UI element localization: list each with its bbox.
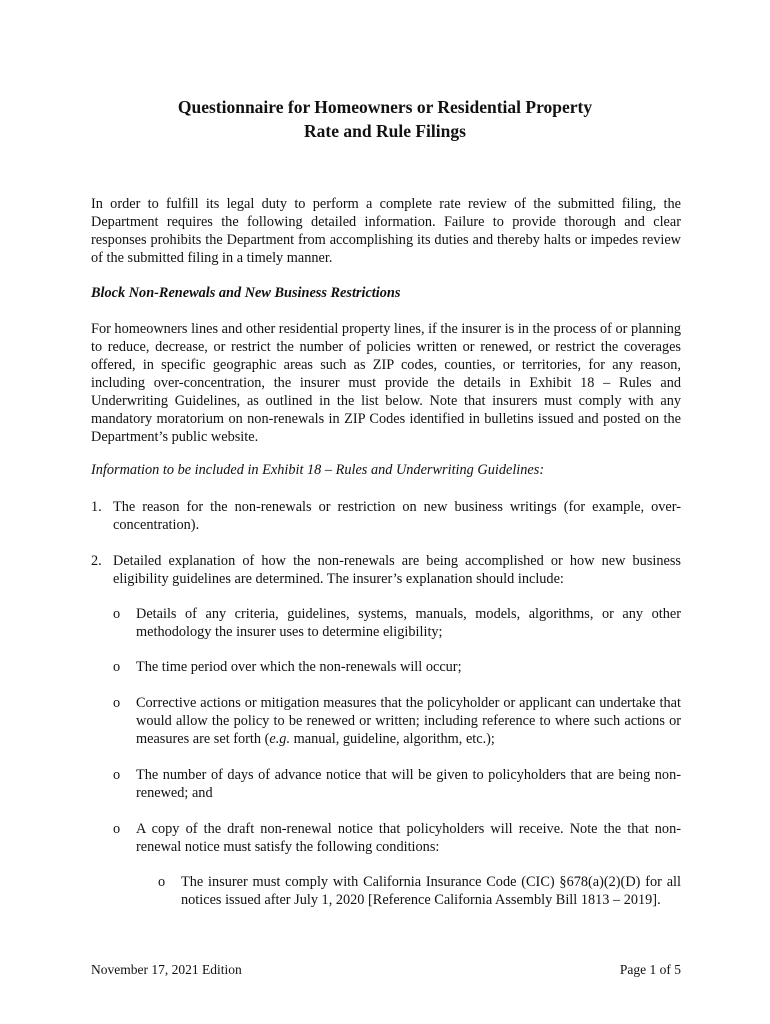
list-item-number: 2. <box>91 553 102 569</box>
sub-list-item <box>113 658 681 676</box>
sub-list-item-text: The time period over which the non-renewals will occur; <box>136 659 462 675</box>
list-item-text: Detailed explanation of how the non-renewals are being accomplished or how new business eligibility guidelines are determined. The insurer’s explanation should include: <box>113 553 681 587</box>
sub-list-item <box>113 694 681 748</box>
intro-paragraph: In order to fulfill its legal duty to perform a complete rate review of the submitted filing, the Department requires the following detailed information. Failure to provide thorough and clear responses prohibits the Department from accomplishing its duties and thereby halts or impedes review of the submitted filing in a timely manner. <box>91 196 681 266</box>
sub-list-item-text <box>136 694 681 748</box>
bullet-icon: o <box>113 659 121 675</box>
list-item <box>91 498 681 534</box>
sub-list-item <box>113 605 681 641</box>
list-item <box>91 552 681 588</box>
title-line-2: Rate and Rule Filings <box>304 121 466 141</box>
section-heading: Block Non-Renewals and New Business Restrictions <box>91 285 401 301</box>
bullet-icon: o <box>113 695 121 711</box>
footer-edition: November 17, 2021 Edition <box>91 962 242 977</box>
sub-list-item-text: The number of days of advance notice that will be given to policyholders that are being non-renewed; and <box>136 767 681 801</box>
sub-sub-list-item <box>158 873 681 909</box>
sub-list-item-text-part: manual, guideline, algorithm, etc.); <box>290 731 495 747</box>
list-item-number: 1. <box>91 499 102 515</box>
footer-page-number: Page 1 of 5 <box>619 962 681 977</box>
info-heading: Information to be included in Exhibit 18 – Rules and Underwriting Guidelines: <box>91 462 545 478</box>
bullet-icon: o <box>158 874 166 890</box>
sub-sub-list-item-text: The insurer must comply with California Insurance Code (CIC) §678(a)(2)(D) for all notices issued after July 1, 2020 [Reference California Assembly Bill 1813 – 2019]. <box>181 874 681 908</box>
sub-list-item-text: A copy of the draft non-renewal notice that policyholders will receive. Note the that non-renewal notice must satisfy the following conditions: <box>136 821 681 855</box>
bullet-icon: o <box>113 821 121 837</box>
title-line-1: Questionnaire for Homeowners or Residential Property <box>177 97 593 117</box>
section-paragraph: For homeowners lines and other residential property lines, if the insurer is in the process of or planning to reduce, decrease, or restrict the number of policies written or renewed, or restrict the coverages offered, in specific geographic areas such as ZIP codes, counties, or territories, for any reason, including over-concentration, the insurer must provide the details in Exhibit 18 – Rules and Underwriting Guidelines, as outlined in the list below. Note that insurers must comply with any mandatory moratorium on non-renewals in ZIP Codes identified in bulletins issued and posted on the Department’s public website. <box>91 321 682 445</box>
sub-list-item-text: Details of any criteria, guidelines, systems, manuals, models, algorithms, or any other methodology the insurer uses to determine eligibility; <box>136 606 681 640</box>
bullet-icon: o <box>113 767 121 783</box>
sub-list-item <box>113 820 681 856</box>
list-item-text: The reason for the non-renewals or restriction on new business writings (for example, over-concentration). <box>113 499 681 533</box>
sub-list-item <box>113 766 681 802</box>
sub-list-item-text-part: Corrective actions or mitigation measures that the policyholder or applicant can undertake that would allow the policy to be renewed or written; including reference to where such actions or measures are set forth ( <box>136 695 681 747</box>
page-title <box>0 95 770 143</box>
bullet-icon: o <box>113 606 121 622</box>
sub-list-item-text-italic: e.g. <box>269 731 291 747</box>
